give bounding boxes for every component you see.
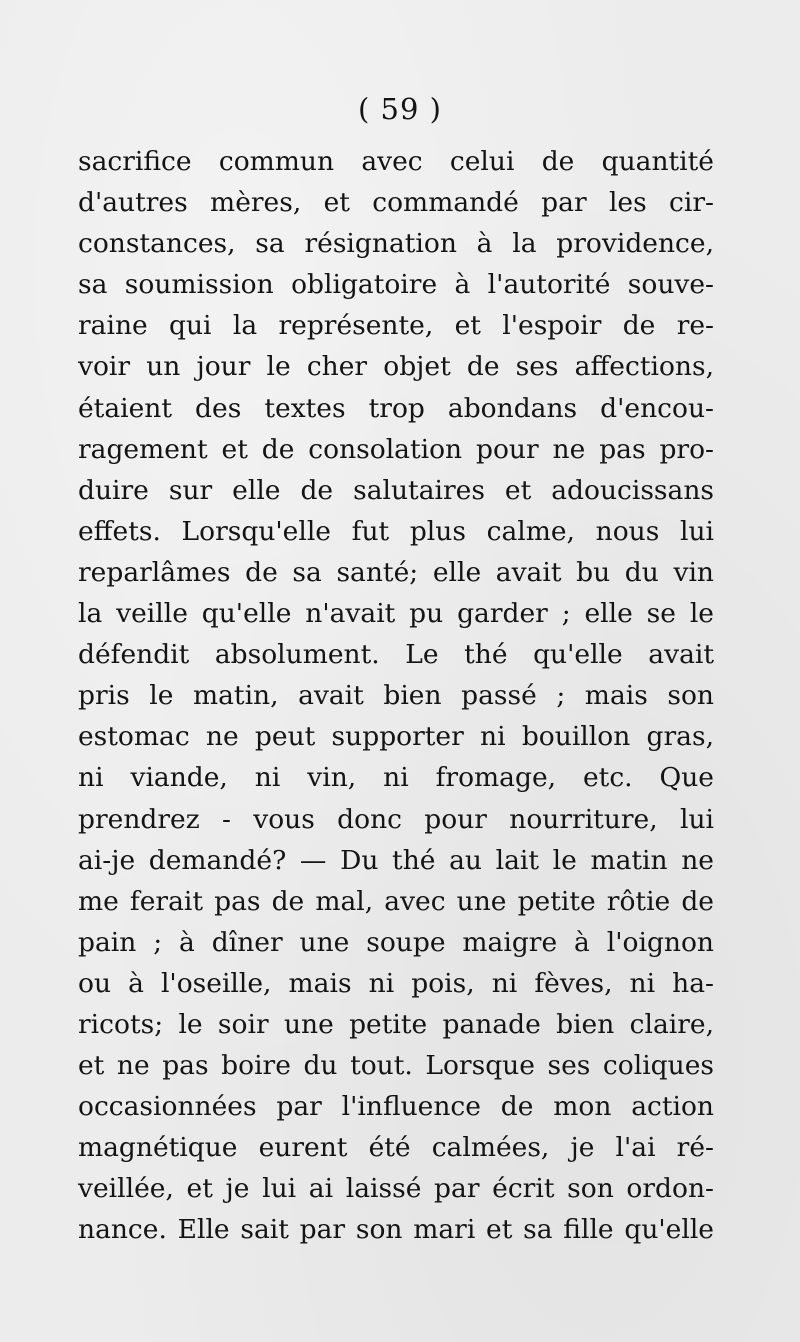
text-line: magnétique eurent été calmées, je l'ai ré- [78,1132,714,1164]
text-line: prendrez - vous donc pour nourriture, lui [78,803,714,835]
text-line: étaient des textes trop abondans d'encou- [78,392,714,424]
text-line: raine qui la représente, et l'espoir de re- [78,310,714,342]
text-line: estomac ne peut supporter ni bouillon gras, [78,721,714,753]
text-line: me ferait pas de mal, avec une petite rôtie de [78,885,714,917]
text-line: la veille qu'elle n'avait pu garder ; elle se le [78,598,714,630]
text-line: sacrifice commun avec celui de quantité [78,146,714,177]
text-line: nance. Elle sait par son mari et sa fille qu'elle [78,1214,714,1246]
text-line: voir un jour le cher objet de ses affections, [78,351,714,383]
text-line: d'autres mères, et commandé par les cir- [78,187,714,219]
text-line: constances, sa résignation à la providence, [78,228,714,260]
body-text [78,141,714,1251]
text-line: sa soumission obligatoire à l'autorité souve- [78,269,714,301]
text-line: défendit absolument. Le thé qu'elle avait [78,639,714,671]
text-line: ricots; le soir une petite panade bien claire, [78,1008,714,1040]
text-line: pain ; à dîner une soupe maigre à l'oignon [78,926,714,958]
text-line: ni viande, ni vin, ni fromage, etc. Que [78,762,714,794]
text-line: pris le matin, avait bien passé ; mais son [78,680,714,712]
text-line: duire sur elle de salutaires et adoucissans [78,474,714,506]
text-line: ragement et de consolation pour ne pas pro- [78,433,714,465]
text-line: et ne pas boire du tout. Lorsque ses coliques [78,1050,714,1082]
text-line: veillée, et je lui ai laissé par écrit son ordon- [78,1173,714,1205]
page-number: ( 59 ) [358,92,442,126]
text-line: ou à l'oseille, mais ni pois, ni fèves, ni ha- [78,967,714,999]
text-line: ai-je demandé? — Du thé au lait le matin ne [78,844,714,876]
text-line: occasionnées par l'influence de mon action [78,1091,714,1123]
text-line: reparlâmes de sa santé; elle avait bu du vin [78,556,714,588]
text-line: effets. Lorsqu'elle fut plus calme, nous lui [78,515,714,547]
